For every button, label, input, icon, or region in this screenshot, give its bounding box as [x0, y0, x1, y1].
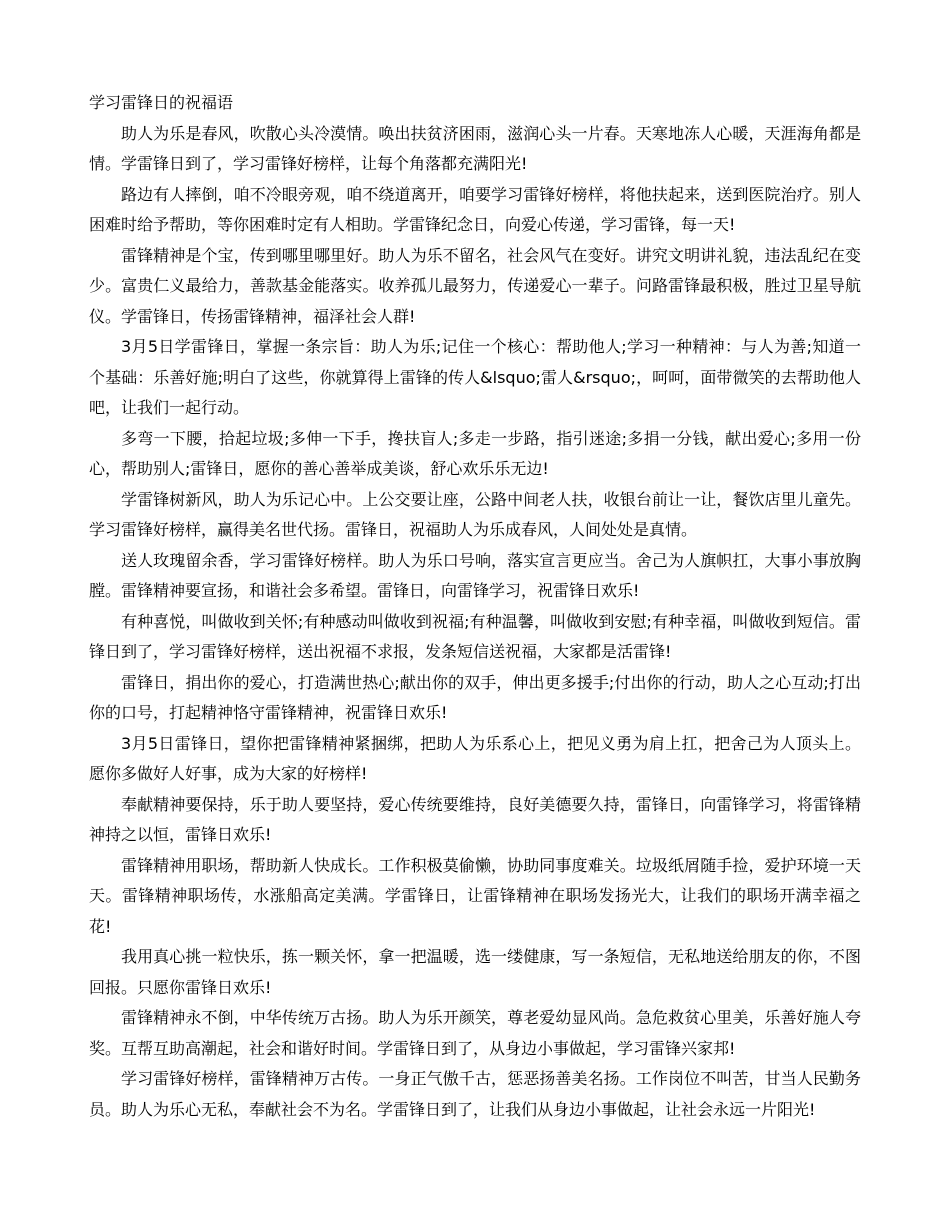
paragraph: 奉献精神要保持，乐于助人要坚持，爱心传统要维持，良好美德要久持，雷锋日，向雷锋学习，将雷锋精神持之以恒，雷锋日欢乐! — [89, 794, 861, 844]
paragraph: 路边有人摔倒，咱不冷眼旁观，咱不绕道离开，咱要学习雷锋好榜样，将他扶起来，送到医院治疗。别人困难时给予帮助，等你困难时定有人相助。学雷锋纪念日，向爱心传递，学习雷锋，每一天! — [89, 184, 861, 234]
paragraph: 学习雷锋好榜样，雷锋精神万古传。一身正气傲千古，惩恶扬善美名扬。工作岗位不叫苦，甘当人民勤务员。助人为乐心无私，奉献社会不为名。学雷锋日到了，让我们从身边小事做起，让社会永远一片阳光! — [89, 1069, 861, 1119]
paragraph: 雷锋精神永不倒，中华传统万古扬。助人为乐开颜笑，尊老爱幼显风尚。急危救贫心里美，乐善好施人夸奖。互帮互助高潮起，社会和谐好时间。学雷锋日到了，从身边小事做起，学习雷锋兴家邦! — [89, 1008, 861, 1058]
paragraph: 学雷锋树新风，助人为乐记心中。上公交要让座，公路中间老人扶，收银台前让一让，餐饮店里儿童先。学习雷锋好榜样，赢得美名世代扬。雷锋日，祝福助人为乐成春风，人间处处是真情。 — [89, 489, 861, 539]
paragraph: 3月5日雷锋日，望你把雷锋精神紧捆绑，把助人为乐系心上，把见义勇为肩上扛，把舍己为人顶头上。愿你多做好人好事，成为大家的好榜样! — [89, 733, 861, 783]
document-title: 学习雷锋日的祝福语 — [89, 93, 234, 112]
paragraph: 3月5日学雷锋日，掌握一条宗旨：助人为乐;记住一个核心：帮助他人;学习一种精神：与人为善;知道一个基础：乐善好施;明白了这些，你就算得上雷锋的传人&lsquo;雷人&rsquo;，呵呵，面带微笑的去帮助他人吧，让我们一起行动。 — [89, 337, 861, 417]
paragraph: 多弯一下腰，拾起垃圾;多伸一下手，搀扶盲人;多走一步路，指引迷途;多捐一分钱，献出爱心;多用一份心，帮助别人;雷锋日，愿你的善心善举成美谈，舒心欢乐乐无边! — [89, 428, 861, 478]
paragraph: 助人为乐是春风，吹散心头冷漠情。唤出扶贫济困雨，滋润心头一片春。天寒地冻人心暖，天涯海角都是情。学雷锋日到了，学习雷锋好榜样，让每个角落都充满阳光! — [89, 123, 861, 173]
paragraph: 雷锋精神用职场，帮助新人快成长。工作积极莫偷懒，协助同事度难关。垃圾纸屑随手捡，爱护环境一天天。雷锋精神职场传，水涨船高定美满。学雷锋日，让雷锋精神在职场发扬光大，让我们的职场开满幸福之花! — [89, 855, 861, 936]
paragraph: 雷锋精神是个宝，传到哪里哪里好。助人为乐不留名，社会风气在变好。讲究文明讲礼貌，违法乱纪在变少。富贵仁义最给力，善款基金能落实。收养孤儿最努力，传递爱心一辈子。问路雷锋最积极，胜过卫星导航仪。学雷锋日，传扬雷锋精神，福泽社会人群! — [89, 245, 861, 326]
paragraph: 雷锋日，捐出你的爱心，打造满世热心;献出你的双手，伸出更多援手;付出你的行动，助人之心互动;打出你的口号，打起精神恪守雷锋精神，祝雷锋日欢乐! — [89, 672, 861, 722]
paragraph: 我用真心挑一粒快乐，拣一颗关怀，拿一把温暖，选一缕健康，写一条短信，无私地送给朋友的你，不图回报。只愿你雷锋日欢乐! — [89, 947, 861, 997]
paragraph: 有种喜悦，叫做收到关怀;有种感动叫做收到祝福;有种温馨，叫做收到安慰;有种幸福，叫做收到短信。雷锋日到了，学习雷锋好榜样，送出祝福不求报，发条短信送祝福，大家都是活雷锋! — [89, 611, 861, 661]
paragraph: 送人玫瑰留余香，学习雷锋好榜样。助人为乐口号响，落实宣言更应当。舍己为人旗帜扛，大事小事放胸膛。雷锋精神要宣扬，和谐社会多希望。雷锋日，向雷锋学习，祝雷锋日欢乐! — [89, 550, 861, 600]
document-body — [89, 88, 861, 1125]
